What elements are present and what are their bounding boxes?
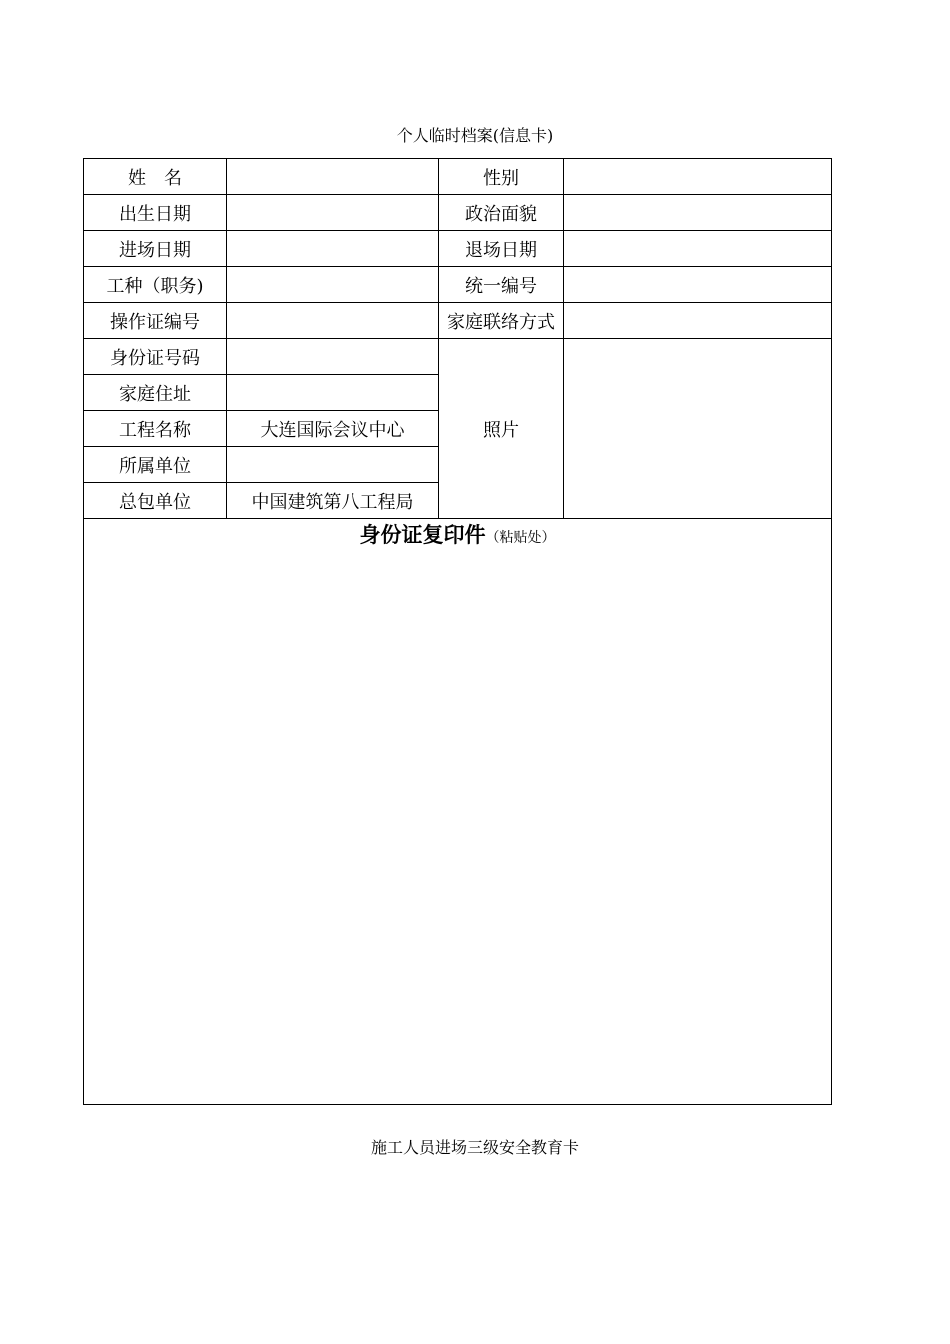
exit-date-label: 退场日期 (439, 231, 564, 267)
home-address-field[interactable] (227, 375, 439, 411)
document-title: 个人临时档案(信息卡) (396, 126, 554, 145)
form-row-certificate (84, 303, 832, 339)
id-copy-heading: 身份证复印件 (359, 523, 486, 547)
unified-number-label: 统一编号 (439, 267, 564, 303)
form-row-id-copy (84, 519, 832, 1105)
id-copy-paste-area[interactable] (84, 519, 832, 1105)
operation-cert-field[interactable] (227, 303, 439, 339)
photo-label: 照片 (439, 339, 564, 519)
id-number-field[interactable] (227, 339, 439, 375)
gender-label: 性别 (439, 159, 564, 195)
project-name-field[interactable]: 大连国际会议中心 (227, 411, 439, 447)
affiliation-label: 所属单位 (84, 447, 227, 483)
id-number-label: 身份证号码 (84, 339, 227, 375)
general-contractor-field[interactable]: 中国建筑第八工程局 (227, 483, 439, 519)
form-row-name (84, 159, 832, 195)
political-status-label: 政治面貌 (439, 195, 564, 231)
name-label: 姓 名 (84, 159, 227, 195)
name-field[interactable] (227, 159, 439, 195)
family-contact-label: 家庭联络方式 (439, 303, 564, 339)
personal-info-form (83, 158, 832, 1105)
birth-date-field[interactable] (227, 195, 439, 231)
political-status-field[interactable] (564, 195, 832, 231)
project-name-label: 工程名称 (84, 411, 227, 447)
photo-area[interactable] (564, 339, 832, 519)
general-contractor-label: 总包单位 (84, 483, 227, 519)
operation-cert-label: 操作证编号 (84, 303, 227, 339)
form-row-job (84, 267, 832, 303)
form-row-dates (84, 231, 832, 267)
home-address-label: 家庭住址 (84, 375, 227, 411)
exit-date-field[interactable] (564, 231, 832, 267)
entry-date-field[interactable] (227, 231, 439, 267)
gender-field[interactable] (564, 159, 832, 195)
job-title-label: 工种（职务) (84, 267, 227, 303)
family-contact-field[interactable] (564, 303, 832, 339)
id-copy-note: （粘贴处） (485, 530, 556, 546)
affiliation-field[interactable] (227, 447, 439, 483)
unified-number-field[interactable] (564, 267, 832, 303)
form-row-id-number (84, 339, 832, 375)
next-document-title: 施工人员进场三级安全教育卡 (370, 1138, 579, 1157)
entry-date-label: 进场日期 (84, 231, 227, 267)
form-row-birth (84, 195, 832, 231)
birth-date-label: 出生日期 (84, 195, 227, 231)
job-title-field[interactable] (227, 267, 439, 303)
